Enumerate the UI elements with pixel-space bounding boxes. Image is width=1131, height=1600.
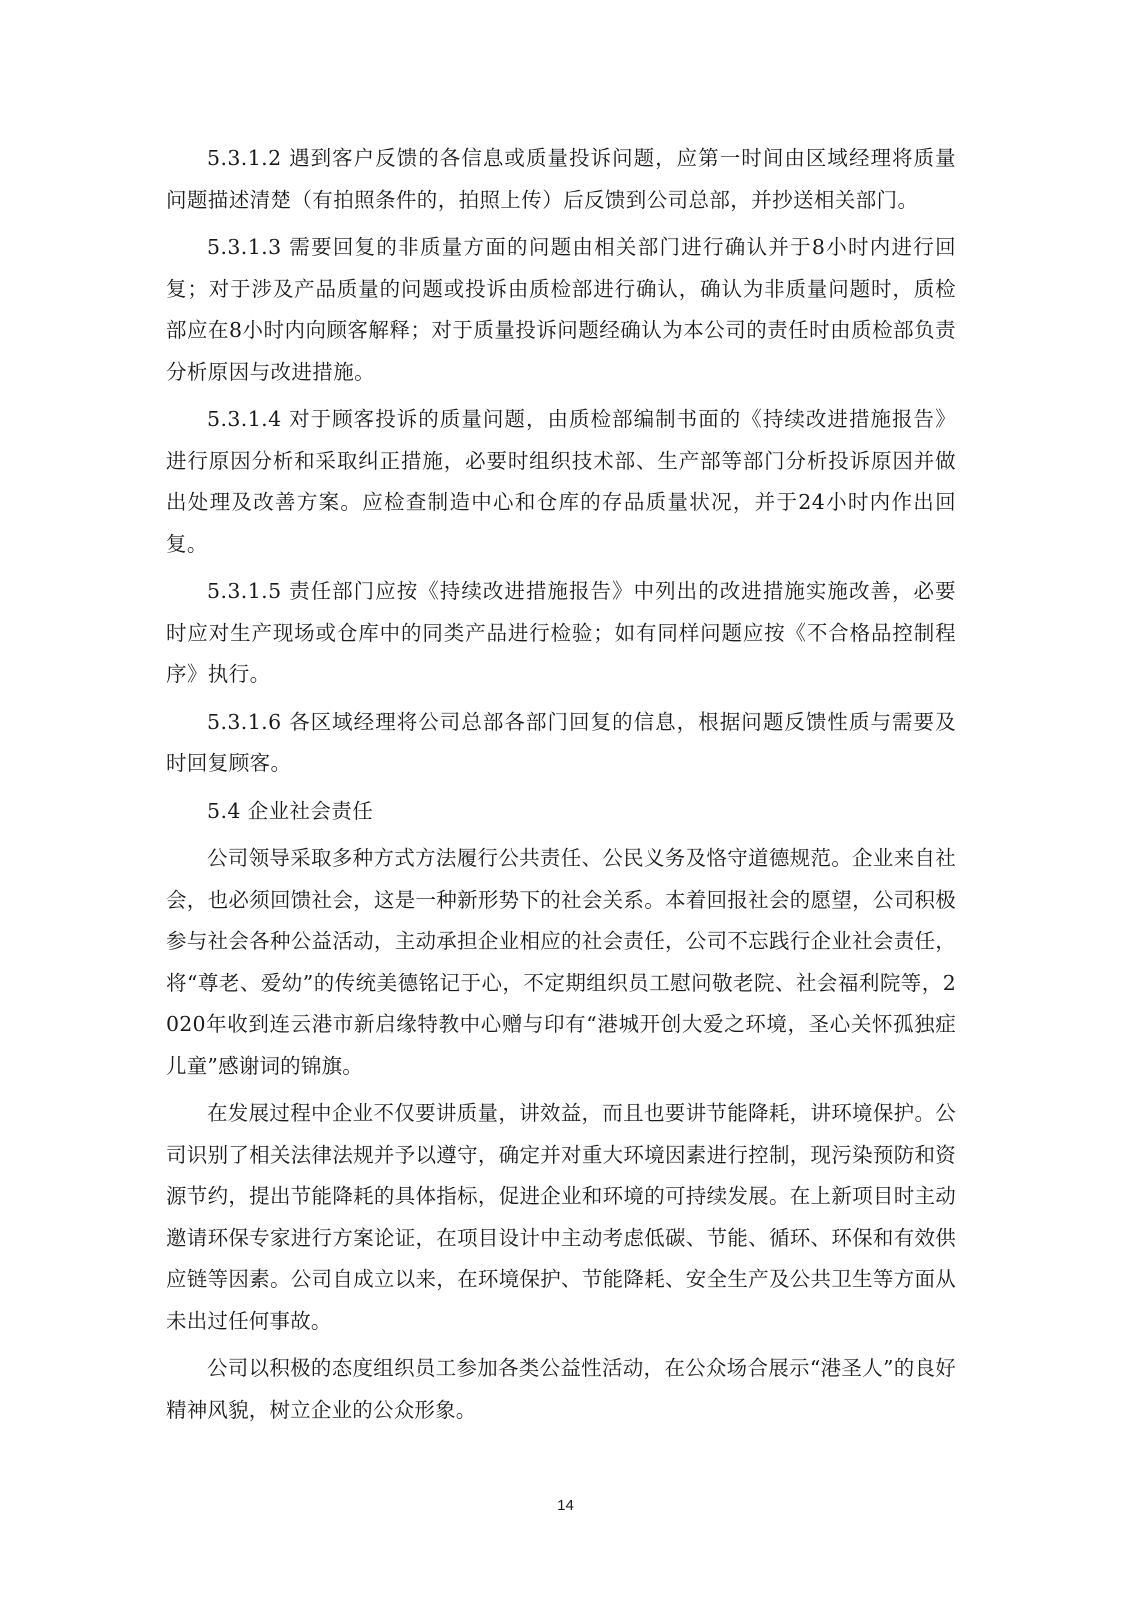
page-body	[166, 138, 956, 1437]
section-heading-5-4: 5.4 企业社会责任	[207, 798, 374, 823]
paragraph-5-3-1-5: 5.3.1.5 责任部门应按《持续改进措施报告》中列出的改进措施实施改善，必要时应对生产现场或仓库中的同类产品进行检验；如有同样问题应按《不合格品控制程序》执行。	[166, 579, 956, 686]
paragraph-5-3-1-3: 5.3.1.3 需要回复的非质量方面的问题由相关部门进行确认并于8小时内进行回复；对于涉及产品质量的问题或投诉由质检部进行确认，确认为非质量问题时，质检部应在8小时内向顾客解释；对于质量投诉问题经确认为本公司的责任时由质检部负责分析原因与改进措施。	[166, 235, 956, 384]
paragraph-social-responsibility: 公司领导采取多种方式方法履行公共责任、公民义务及恪守道德规范。企业来自社会，也必须回馈社会，这是一种新形势下的社会关系。本着回报社会的愿望，公司积极参与社会各种公益活动，主动承担企业相应的社会责任，公司不忘践行企业社会责任，将“尊老、爱幼”的传统美德铭记于心，不定期组织员工慰问敬老院、社会福利院等，2020年收到连云港市新启缘特教中心赠与印有“港城开创大爱之环境，圣心关怀孤独症儿童”感谢词的锦旗。	[166, 846, 956, 1078]
paragraph-5-3-1-4: 5.3.1.4 对于顾客投诉的质量问题，由质检部编制书面的《持续改进措施报告》进行原因分析和采取纠正措施，必要时组织技术部、生产部等部门分析投诉原因并做出处理及改善方案。应检查制造中心和仓库的存品质量状况，并于24小时内作出回复。	[166, 407, 956, 556]
paragraph-public-image: 公司以积极的态度组织员工参加各类公益性活动，在公众场合展示“港圣人”的良好精神风貌，树立企业的公众形象。	[166, 1356, 956, 1422]
paragraph-5-3-1-2: 5.3.1.2 遇到客户反馈的各信息或质量投诉问题，应第一时间由区域经理将质量问题描述清楚（有拍照条件的，拍照上传）后反馈到公司总部，并抄送相关部门。	[166, 146, 956, 212]
page-number: 14	[557, 1497, 574, 1514]
paragraph-5-3-1-6: 5.3.1.6 各区域经理将公司总部各部门回复的信息，根据问题反馈性质与需要及时回复顾客。	[166, 709, 956, 775]
paragraph-environment: 在发展过程中企业不仅要讲质量，讲效益，而且也要讲节能降耗，讲环境保护。公司识别了相关法律法规并予以遵守，确定并对重大环境因素进行控制，现污染预防和资源节约，提出节能降耗的具体指标，促进企业和环境的可持续发展。在上新项目时主动邀请环保专家进行方案论证，在项目设计中主动考虑低碳、节能、循环、环保和有效供应链等因素。公司自成立以来，在环境保护、节能降耗、安全生产及公共卫生等方面从未出过任何事故。	[166, 1101, 956, 1333]
